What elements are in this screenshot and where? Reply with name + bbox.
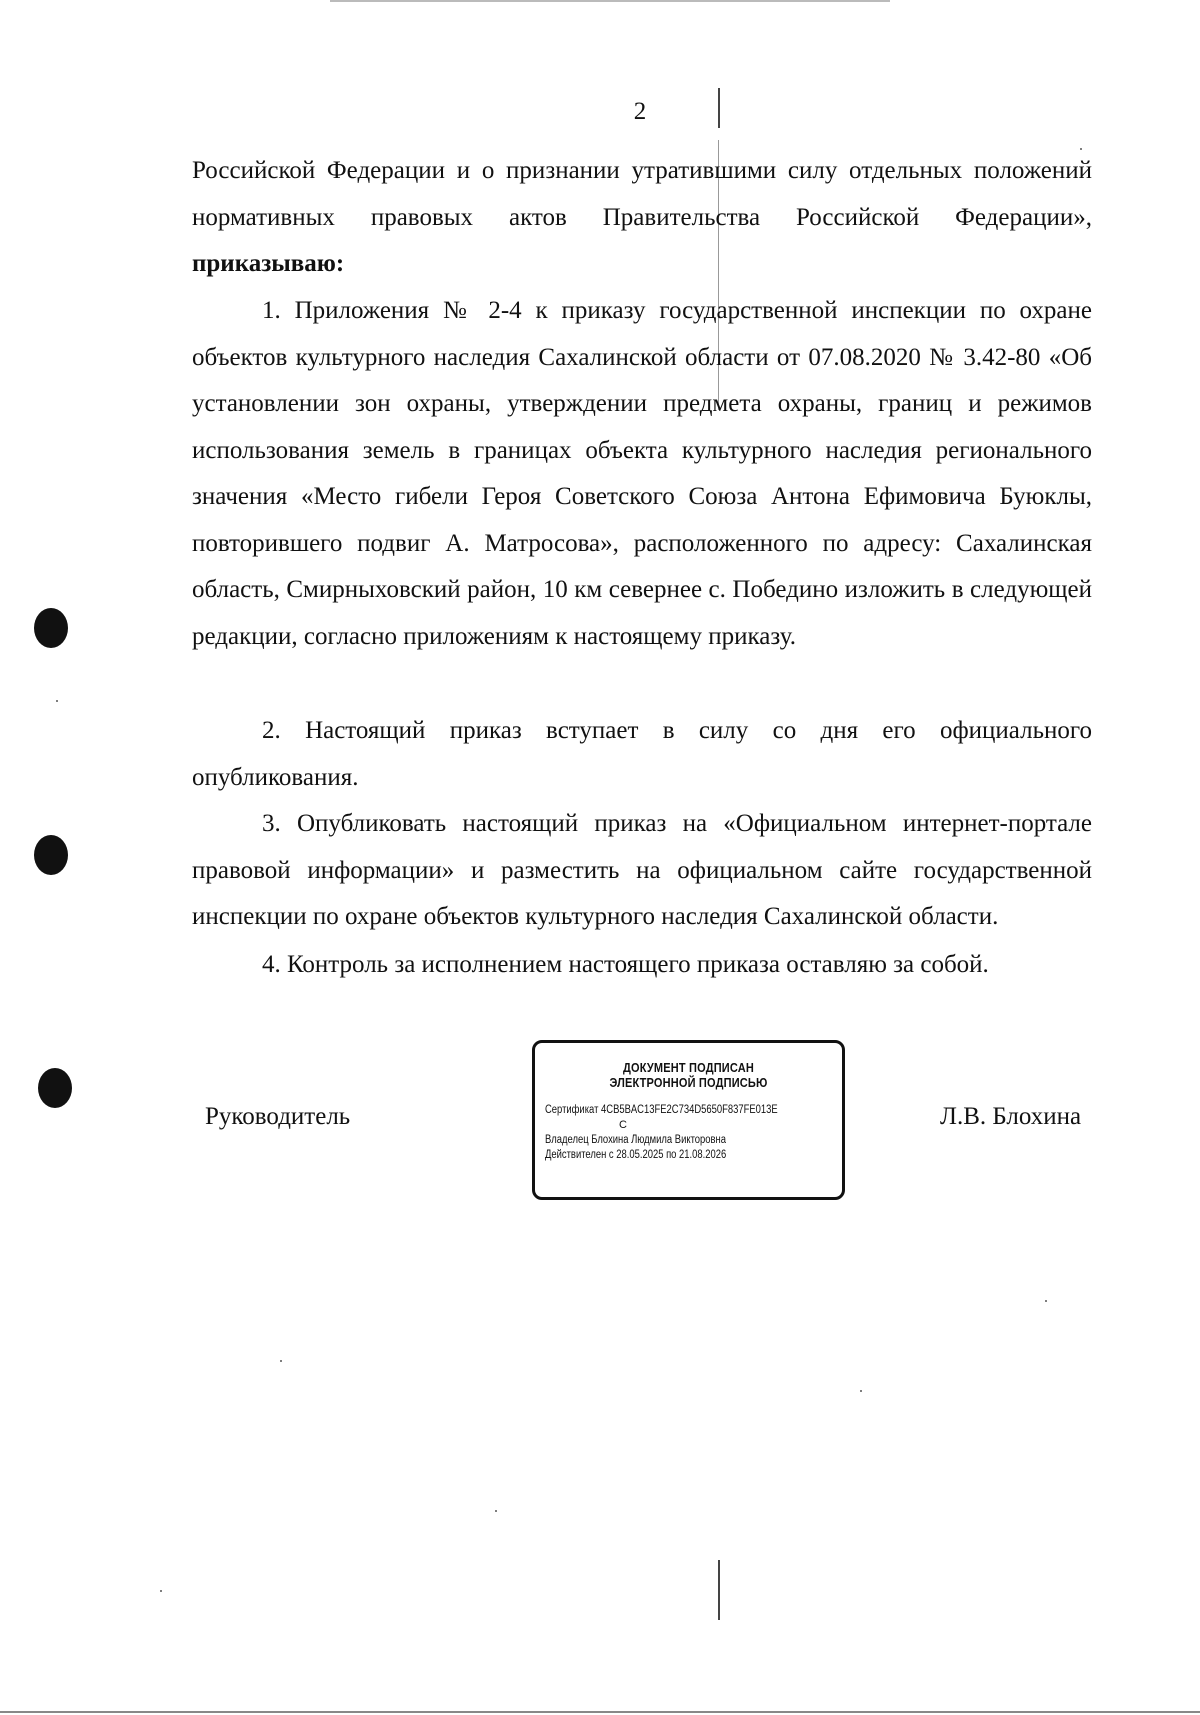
top-edge-line: [330, 0, 890, 2]
scan-speck: [160, 1590, 162, 1592]
stamp-title: [553, 1061, 823, 1091]
clause-2-block: [192, 708, 1092, 801]
scan-line-bottom: [718, 1560, 720, 1620]
punch-hole-1: [34, 608, 68, 648]
clause-4: 4. Контроль за исполнением настоящего приказа оставляю за собой.: [262, 951, 989, 978]
scan-speck: [495, 1510, 497, 1512]
scan-speck: [1045, 1300, 1047, 1302]
punch-hole-3: [38, 1068, 72, 1108]
clause-3: 3. Опубликовать настоящий приказ на «Официальном интернет-портале правовой информации» и разместить на официальном сайте государственной инспекции по охране объектов культурного наследия Сахалинской области.: [192, 810, 1092, 930]
clause-1-block: [192, 288, 1092, 660]
stamp-title-line-2: ЭЛЕКТРОННОЙ ПОДПИСЬЮ: [609, 1076, 768, 1090]
bottom-edge-line: [0, 1711, 1200, 1713]
punch-hole-2: [34, 835, 68, 875]
scan-speck: [56, 700, 58, 702]
stamp-validity: Действителен с 28.05.2025 по 21.08.2026: [545, 1149, 727, 1161]
stamp-certificate: Сертификат 4CB5BAC13FE2C734D5650F837FE013E: [545, 1104, 778, 1116]
stamp-certificate-tail: C: [619, 1119, 627, 1131]
signatory-name: Л.В. Блохина: [940, 1103, 1082, 1130]
scan-speck: [860, 1390, 862, 1392]
clause-1: 1. Приложения № 2-4 к приказу государственной инспекции по охране объектов культурного наследия Сахалинской области от 07.08.2020 № 3.42-80 «Об установлении зон охраны, утверждении предмета охраны, границ и режимов использования земель в границах объекта культурного наследия регионального значения «Место гибели Героя Советского Союза Антона Ефимовича Буюклы, повторившего подвиг А. Матросова», расположенного по адресу: Сахалинская область, Смирныховский район, 10 км севернее с. Победино изложить в следующей редакции, согласно приложениям к настоящему приказу.: [192, 297, 1092, 650]
stamp-owner: Владелец Блохина Людмила Викторовна: [545, 1134, 727, 1146]
page-number: 2: [633, 98, 647, 125]
clause-2: 2. Настоящий приказ вступает в силу со дня его официального опубликования.: [192, 717, 1092, 791]
clause-4-block: [192, 942, 1092, 989]
intro-text: Российской Федерации и о признании утратившими силу отдельных положений нормативных правовых актов Правительства Российской Федерации»,: [192, 157, 1092, 231]
intro-paragraph: [192, 148, 1092, 288]
stamp-title-line-1: ДОКУМЕНТ ПОДПИСАН: [623, 1061, 754, 1075]
document-body: [192, 148, 1092, 288]
electronic-signature-stamp: [532, 1040, 845, 1200]
scan-speck: [280, 1360, 282, 1362]
signatory-role: Руководитель: [205, 1103, 351, 1130]
order-keyword: приказываю:: [192, 250, 345, 277]
clause-3-block: [192, 801, 1092, 941]
